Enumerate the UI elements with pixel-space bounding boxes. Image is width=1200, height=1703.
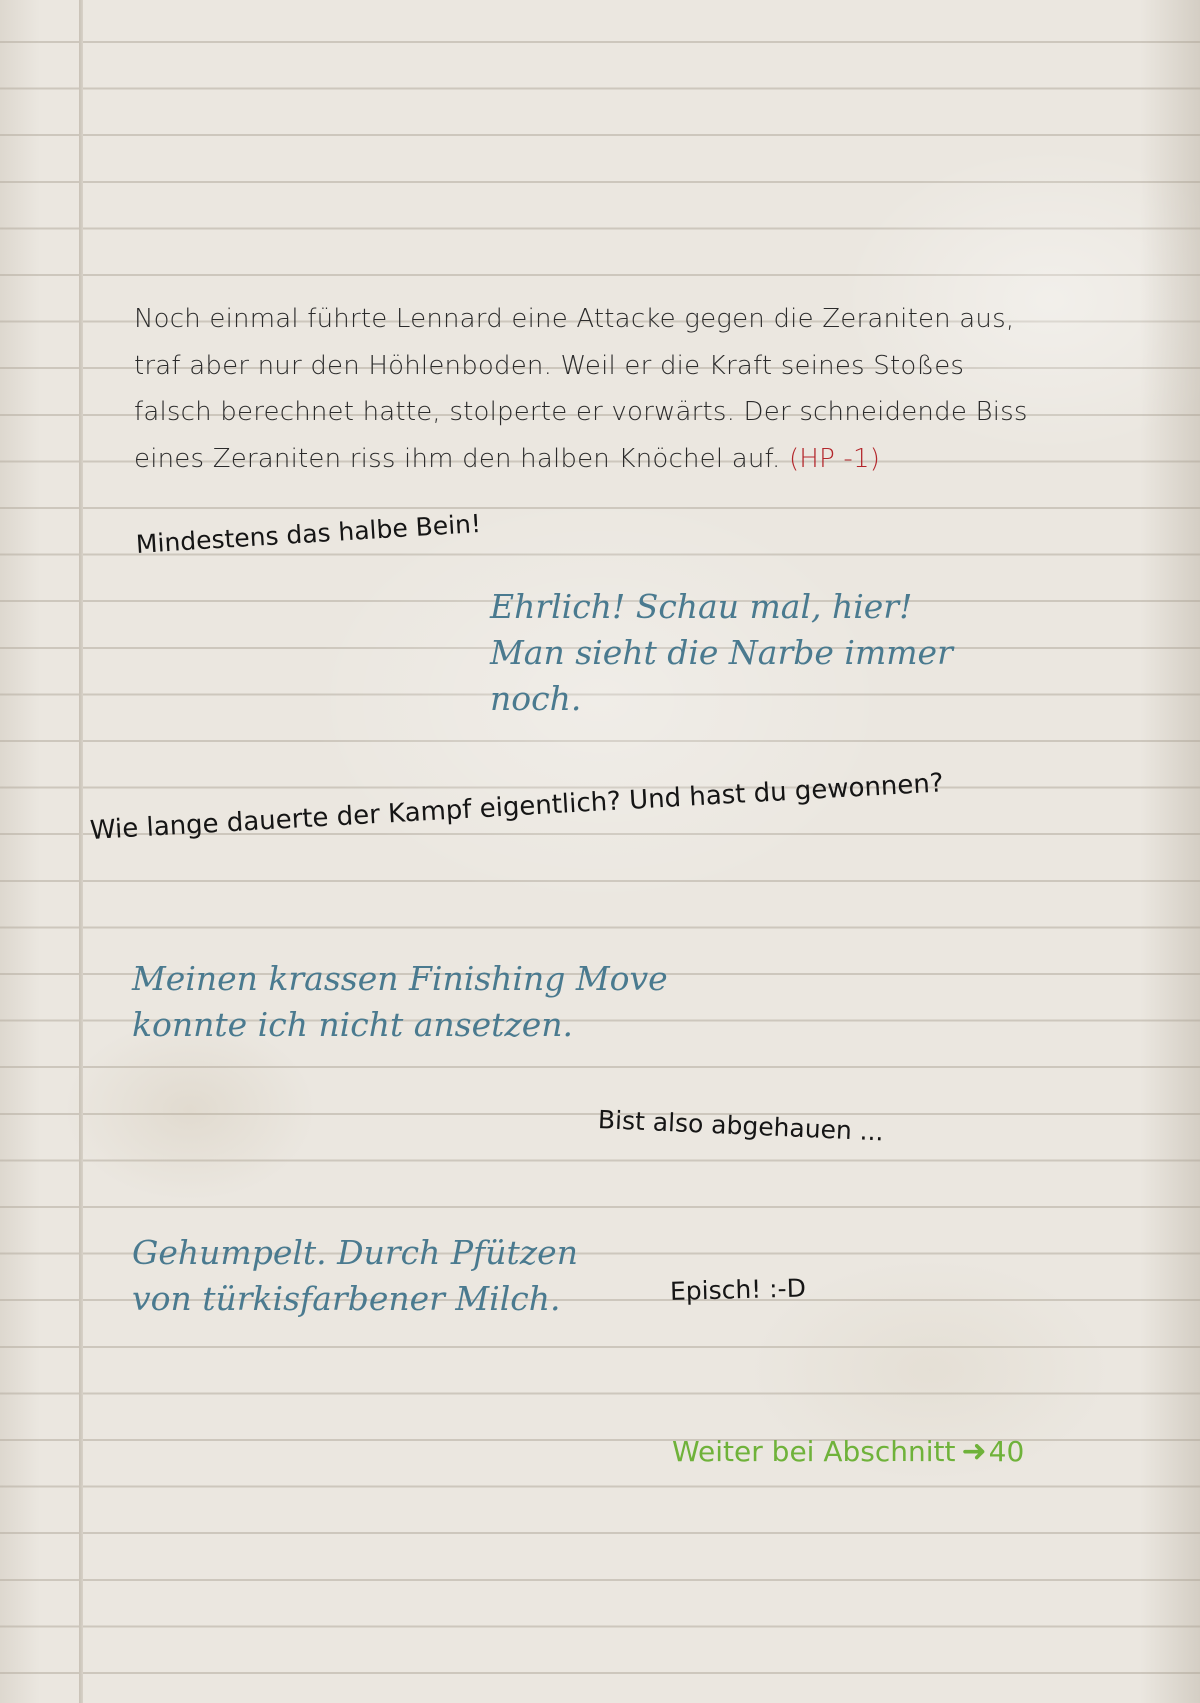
story-paragraph — [134, 296, 1094, 482]
note-finishing-move — [132, 956, 668, 1048]
note-line: Meinen krassen Finishing Move — [132, 959, 668, 998]
story-line: Noch einmal führte Lennard eine Attacke gegen die Zeraniten aus, — [134, 304, 1015, 334]
story-line: traf aber nur den Höhlenboden. Weil er die Kraft seines Stoßes — [134, 350, 965, 381]
continue-link[interactable] — [672, 1434, 1024, 1469]
note-question: Wie lange dauerte der Kampf eigentlich? Und hast du gewonnen? — [89, 768, 945, 846]
story-line-text: eines Zeraniten riss ihm den halben Knöchel auf. — [134, 443, 781, 474]
arrow-right-icon: ➜ — [961, 1434, 987, 1469]
story-line — [134, 436, 1094, 483]
note-line: von türkisfarbener Milch. — [132, 1279, 561, 1318]
note-line: Ehrlich! Schau mal, hier! — [490, 587, 913, 626]
story-line: falsch berechnet hatte, stolperte er vorwärts. Der schneidende Biss — [134, 397, 1028, 428]
hp-change: (HP -1) — [788, 443, 881, 474]
note-ran-away: Bist also abgehauen ... — [597, 1105, 885, 1147]
note-scar — [490, 584, 953, 722]
note-line: Man sieht die Narbe immer — [490, 633, 953, 672]
margin-line — [79, 0, 83, 1703]
note-epic: Episch! :-D — [669, 1273, 807, 1306]
page-left-shadow — [0, 0, 40, 1703]
note-line: Gehumpelt. Durch Pfützen — [132, 1233, 578, 1272]
continue-section-number: 40 — [988, 1435, 1025, 1468]
note-half-leg: Mindestens das halbe Bein! — [135, 508, 482, 559]
continue-label: Weiter bei Abschnitt — [672, 1435, 956, 1468]
note-limped — [132, 1230, 578, 1322]
page-edge-shadow — [1140, 0, 1200, 1703]
note-line: noch. — [490, 679, 582, 718]
note-line: konnte ich nicht ansetzen. — [132, 1005, 574, 1044]
